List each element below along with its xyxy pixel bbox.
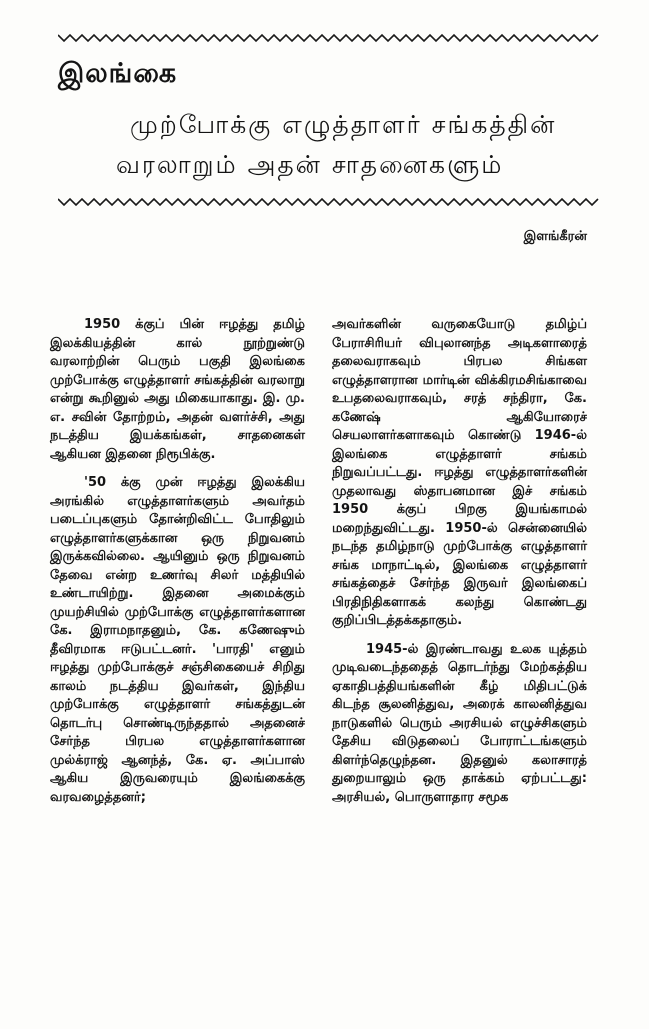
article-title-line-2: வரலாறும் அதன் சாதனைகளும்	[116, 150, 504, 179]
article-header	[58, 58, 602, 188]
country-heading: இலங்கை	[58, 58, 178, 89]
bottom-zigzag-border	[58, 197, 602, 207]
right-column	[332, 316, 587, 807]
article-title-line-1: முற்போக்கு எழுத்தாளர் சங்கத்தின்	[130, 110, 557, 139]
top-zigzag-border	[58, 33, 602, 43]
right-paragraph-1: அவர்களின் வருகையோடு தமிழ்ப் பேராசிரியர் விபுலானந்த அடிகளாரைத் தலைவராகவும் பிரபல சிங்கள எழுத்தாளரான மார்டின் விக்கிரமசிங்காவை உபதலைவராகவும், சரத் சந்திரா, கே. கணேஷ் ஆகியோரைச் செயலாளர்களாகவும் கொண்டு 1946-ல் இலங்கை எழுத்தாளர் சங்கம் நிறுவப்பட்டது. ஈழத்து எழுத்தாளர்களின் முதலாவது ஸ்தாபனமான இச் சங்கம் 1950 க்குப் பிறகு இயங்காமல் மறைந்துவிட்டது. 1950-ல் சென்னையில் நடந்த தமிழ்நாடு முற்போக்கு எழுத்தாளர் சங்க மாநாட்டில், இலங்கை எழுத்தாளர் சங்கத்தைச் சேர்ந்த இருவர் இலங்கைப் பிரதிநிதிகளாகக் கலந்து கொண்டது குறிப்பிடத்தக்கதாகும்.	[332, 317, 587, 628]
left-column	[50, 316, 305, 807]
left-paragraph-2: '50 க்கு முன் ஈழத்து இலக்கிய அரங்கில் எழுத்தாளர்களும் அவர்தம் படைப்புகளும் தோன்றிவிட்ட போதிலும் எழுத்தாளர்களுக்கான ஒரு நிறுவனம் இருக்கவில்லை. ஆயினும் ஒரு நிறுவனம் தேவை என்ற உணர்வு சிலர் மத்தியில் உண்டாயிற்று. இதனை அமைக்கும் முயற்சியில் முற்போக்கு எழுத்தாளர்களான கே. இராமநாதனும், கே. கணேஷும் தீவிரமாக ஈடுபட்டனர். 'பாரதி' எனும் ஈழத்து முற்போக்குச் சஞ்சிகையைச் சிறிது காலம் நடத்திய இவர்கள், இந்திய முற்போக்கு எழுத்தாளர் சங்கத்துடன் தொடர்பு சொண்டிருந்ததால் அதனைச் சேர்ந்த பிரபல எழுத்தாளர்களான முல்க்ராஜ் ஆனந்த், கே. ஏ. அப்பாஸ் ஆகிய இருவரையும் இலங்கைக்கு வரவழைத்தனர்;	[50, 475, 305, 805]
left-paragraph-1: 1950 க்குப் பின் ஈழத்து தமிழ் இலக்கியத்தின் கால் நூற்றுண்டு வரலாற்றின் பெரும் பகுதி இலங்கை முற்போக்கு எழுத்தாளர் சங்கத்தின் வரலாறு என்று கூறினுல் அது மிகையாகாது. இ. மு. எ. சவின் தோற்றம், அதன் வளர்ச்சி, அது நடத்திய இயக்கங்கள், சாதனைகள் ஆகியன இதனை நிரூபிக்கு.	[50, 317, 305, 462]
right-paragraph-2: 1945-ல் இரண்டாவது உலக யுத்தம் முடிவடைந்ததைத் தொடர்ந்து மேற்கத்திய ஏகாதிபத்தியங்களின் கீழ் மிதிபட்டுக் கிடந்த சூலனித்துவ, அரைக் காலனித்துவ நாடுகளில் பெரும் அரசியல் எழுச்சிகளும் தேசிய விடுதலைப் போராட்டங்களும் கிளர்ந்தெழுந்தன. இதனுல் கலாசாரத் துறையாலும் ஒரு தாக்கம் ஏற்பட்டது: அரசியல், பொருளாதார சமூக	[332, 641, 587, 805]
author-name: இளங்கீரன்	[523, 229, 587, 244]
